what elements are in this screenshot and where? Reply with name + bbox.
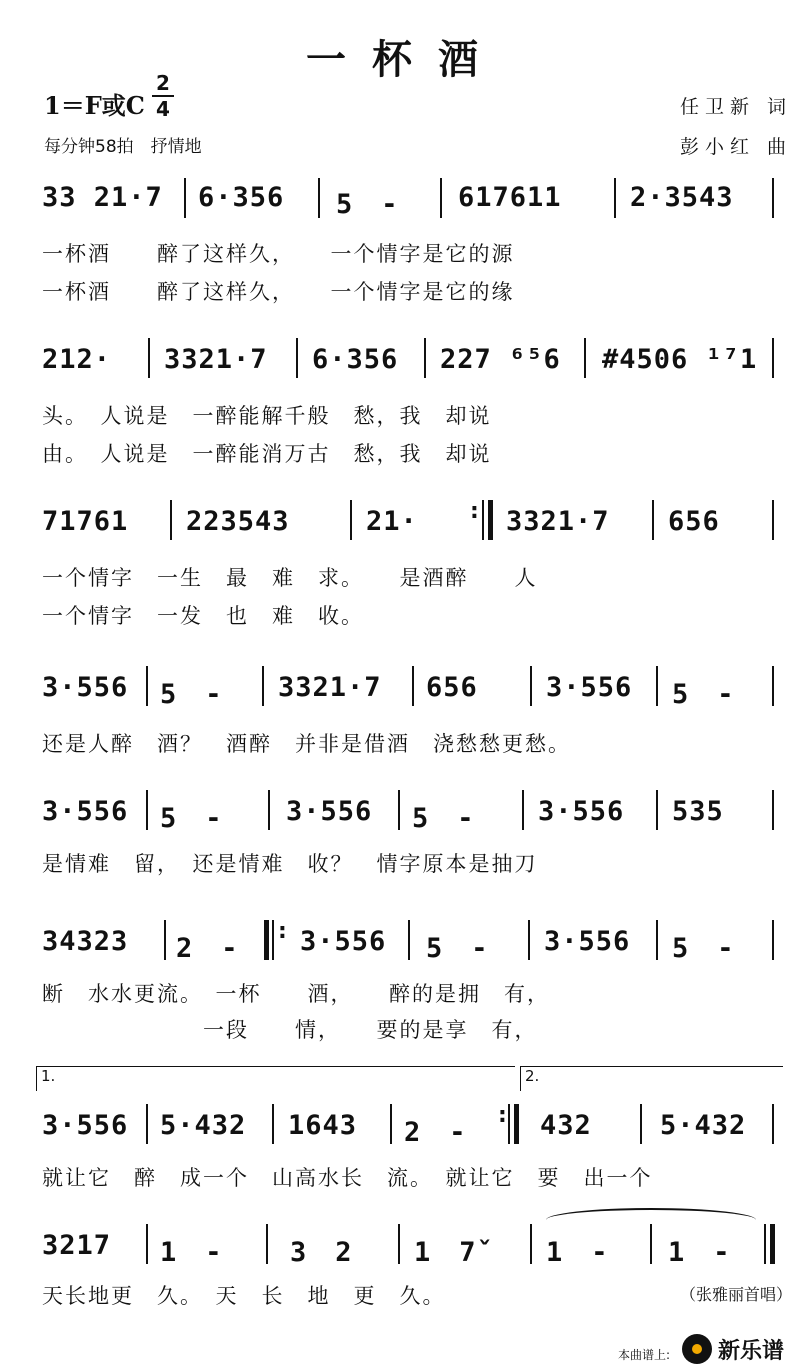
repeat-dots: :: [278, 919, 287, 944]
lyrics-verse-2: 一段 情， 要的是享 有，: [42, 1018, 538, 1042]
measure: 34323: [42, 926, 129, 957]
measure: 535: [672, 796, 724, 827]
time-signature-top: 2: [156, 71, 170, 95]
composer-credit: 彭小红 曲: [680, 136, 793, 158]
measure: 3·556: [300, 926, 387, 957]
volta-1: 1.: [36, 1066, 515, 1091]
measure: 212·: [42, 344, 112, 375]
lyrics-verse-1: 一个情字 一生 最 难 求。 是酒醉 人: [42, 566, 538, 590]
time-signature-bottom: 4: [156, 97, 170, 121]
measure: 3·556: [538, 796, 625, 827]
measure: 3217: [42, 1230, 112, 1261]
measure: 6·356: [198, 182, 285, 213]
measure: 33 21·7: [42, 182, 163, 213]
measure: #4506 ¹⁷1: [602, 344, 758, 375]
measure: 1 -: [160, 1237, 223, 1268]
measure: 3·556: [42, 796, 129, 827]
lyrics-verse-2: 一杯酒 醉了这样久， 一个情字是它的缘: [42, 280, 515, 304]
brand-logo[interactable]: 新乐谱: [718, 1339, 785, 1364]
measure: 3·556: [286, 796, 373, 827]
measure: 5 -: [672, 679, 735, 710]
repeat-dots: :: [498, 1103, 507, 1128]
measure: 656: [668, 506, 720, 537]
lyrics: 天长地更 久。 天 长 地 更 久。: [42, 1284, 446, 1308]
measure: 5 -: [160, 679, 223, 710]
measure: 227 ⁶⁵6: [440, 344, 561, 375]
lyrics-verse-1: 一杯酒 醉了这样久， 一个情字是它的源: [42, 242, 515, 266]
lyrics-verse-2: 一个情字 一发 也 难 收。: [42, 604, 364, 628]
song-title: 一杯酒: [306, 36, 504, 83]
measure: 5 -: [412, 803, 475, 834]
measure: 3321·7: [506, 506, 610, 537]
measure: 2·3543: [630, 182, 734, 213]
measure: 3·556: [544, 926, 631, 957]
measure: 3·556: [42, 1110, 129, 1141]
lyrics-verse-1: 头。 人说是 一醉能解千般 愁，我 却说: [42, 404, 492, 428]
lyrics: 是情难 留， 还是情难 收？ 情字原本是抽刀: [42, 852, 538, 876]
lyrics: 还是人醉 酒？ 酒醉 并非是借酒 浇愁愁更愁。: [42, 732, 571, 756]
measure: 21·: [366, 506, 418, 537]
measure: 2 -: [176, 933, 239, 964]
lyrics-verse-1: 断 水水更流。 一杯 酒， 醉的是拥 有，: [42, 982, 550, 1006]
measure: 5 -: [336, 189, 399, 220]
measure: 1 -: [668, 1237, 731, 1268]
tempo-marking: 每分钟58拍 抒情地: [44, 137, 202, 157]
measure: 3·556: [546, 672, 633, 703]
measure: 3 2: [290, 1237, 353, 1268]
measure: 1643: [288, 1110, 358, 1141]
measure: 6·356: [312, 344, 399, 375]
measure: 71761: [42, 506, 129, 537]
key-signature: 1＝F或C: [44, 91, 145, 120]
measure: 5 -: [426, 933, 489, 964]
measure: 2 -: [404, 1117, 467, 1148]
measure: 5·432: [660, 1110, 747, 1141]
measure: 3·556: [42, 672, 129, 703]
time-signature: [152, 72, 174, 120]
footer-source: 本曲谱上:: [618, 1348, 671, 1362]
measure: 5 -: [672, 933, 735, 964]
premiere-note: （张雅丽首唱）: [679, 1285, 792, 1304]
measure: 432: [540, 1110, 592, 1141]
volta-2: 2.: [520, 1066, 783, 1091]
measure: 1 -: [546, 1237, 609, 1268]
lyrics-verse-2: 由。 人说是 一醉能消万古 愁，我 却说: [42, 442, 492, 466]
measure: 223543: [186, 506, 290, 537]
measure: 3321·7: [278, 672, 382, 703]
lyrics: 就让它 醉 成一个 山高水长 流。 就让它 要 出一个: [42, 1166, 653, 1190]
measure: 1 7ˇ: [414, 1237, 494, 1268]
measure: 3321·7: [164, 344, 268, 375]
measure: 656: [426, 672, 478, 703]
lyricist-credit: 任卫新 词: [680, 96, 793, 118]
repeat-dots: :: [470, 499, 479, 524]
measure: 5·432: [160, 1110, 247, 1141]
measure: 617611: [458, 182, 562, 213]
music-disc-icon: [682, 1334, 712, 1364]
measure: 5 -: [160, 803, 223, 834]
